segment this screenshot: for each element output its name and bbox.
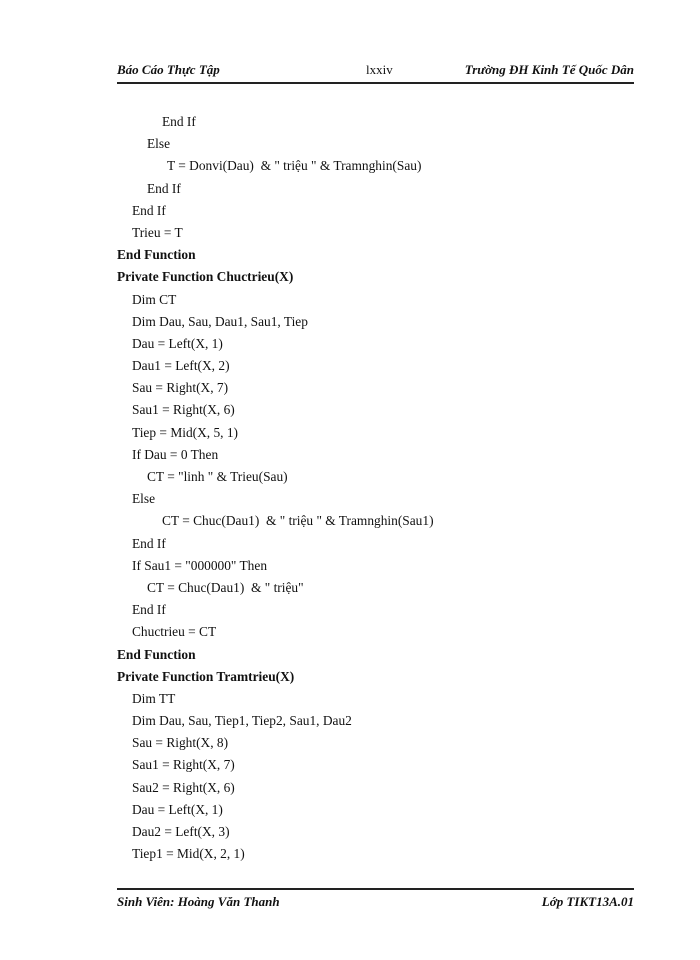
code-line: Dim Dau, Sau, Dau1, Sau1, Tiep (132, 313, 308, 329)
code-line: CT = Chuc(Dau1) & " triệu" (147, 579, 304, 595)
code-line: Dau = Left(X, 1) (132, 801, 223, 817)
page-header (117, 60, 634, 84)
code-line: If Sau1 = "000000" Then (132, 557, 268, 573)
code-line: If Dau = 0 Then (132, 446, 219, 462)
code-line: Dau2 = Left(X, 3) (132, 824, 230, 839)
code-line: End If (147, 180, 181, 196)
code-line: Dau1 = Left(X, 2) (132, 358, 230, 374)
code-line: CT = "linh " & Trieu(Sau) (147, 469, 288, 484)
code-line: Sau1 = Right(X, 6) (132, 402, 235, 418)
code-line: Sau1 = Right(X, 7) (132, 757, 235, 773)
code-line: End If (132, 202, 166, 218)
code-line: End Function (117, 646, 196, 662)
page-number: lxxiv (366, 62, 393, 77)
code-line: Dim CT (132, 291, 177, 307)
code-line: T = Donvi(Dau) & " triệu " & Tramnghin(Sau) (167, 158, 422, 174)
header-report-title: Báo Cáo Thực Tập (117, 62, 220, 77)
code-line: Dau = Left(X, 1) (132, 335, 223, 351)
code-line: Tiep = Mid(X, 5, 1) (132, 424, 239, 440)
code-line: Sau = Right(X, 8) (132, 735, 229, 751)
code-line: Trieu = T (132, 224, 183, 240)
code-line: Tiep1 = Mid(X, 2, 1) (132, 846, 245, 862)
code-line: Dim Dau, Sau, Tiep1, Tiep2, Sau1, Dau2 (132, 713, 352, 729)
code-line: End If (132, 602, 166, 618)
code-line: End Function (117, 247, 196, 263)
code-line: Sau = Right(X, 7) (132, 380, 229, 396)
code-line: Else (132, 491, 156, 507)
header-university: Trường ĐH Kinh Tế Quốc Dân (464, 62, 634, 77)
footer-class-code: Lớp TIKT13A.01 (541, 894, 634, 909)
code-line: Private Function Chuctrieu(X) (117, 269, 294, 285)
footer-student-name: Sinh Viên: Hoàng Văn Thanh (117, 894, 280, 909)
code-line: Private Function Tramtrieu(X) (117, 668, 295, 684)
code-line: Dim TT (132, 690, 176, 706)
code-listing (117, 111, 637, 865)
code-line: End If (132, 535, 166, 551)
page-footer (117, 888, 634, 914)
code-line: End If (162, 114, 196, 129)
code-line: Sau2 = Right(X, 6) (132, 779, 235, 795)
code-line: CT = Chuc(Dau1) & " triệu " & Tramnghin(Sau1) (162, 513, 434, 529)
code-line: Chuctrieu = CT (132, 624, 217, 640)
code-line: Else (147, 136, 171, 152)
